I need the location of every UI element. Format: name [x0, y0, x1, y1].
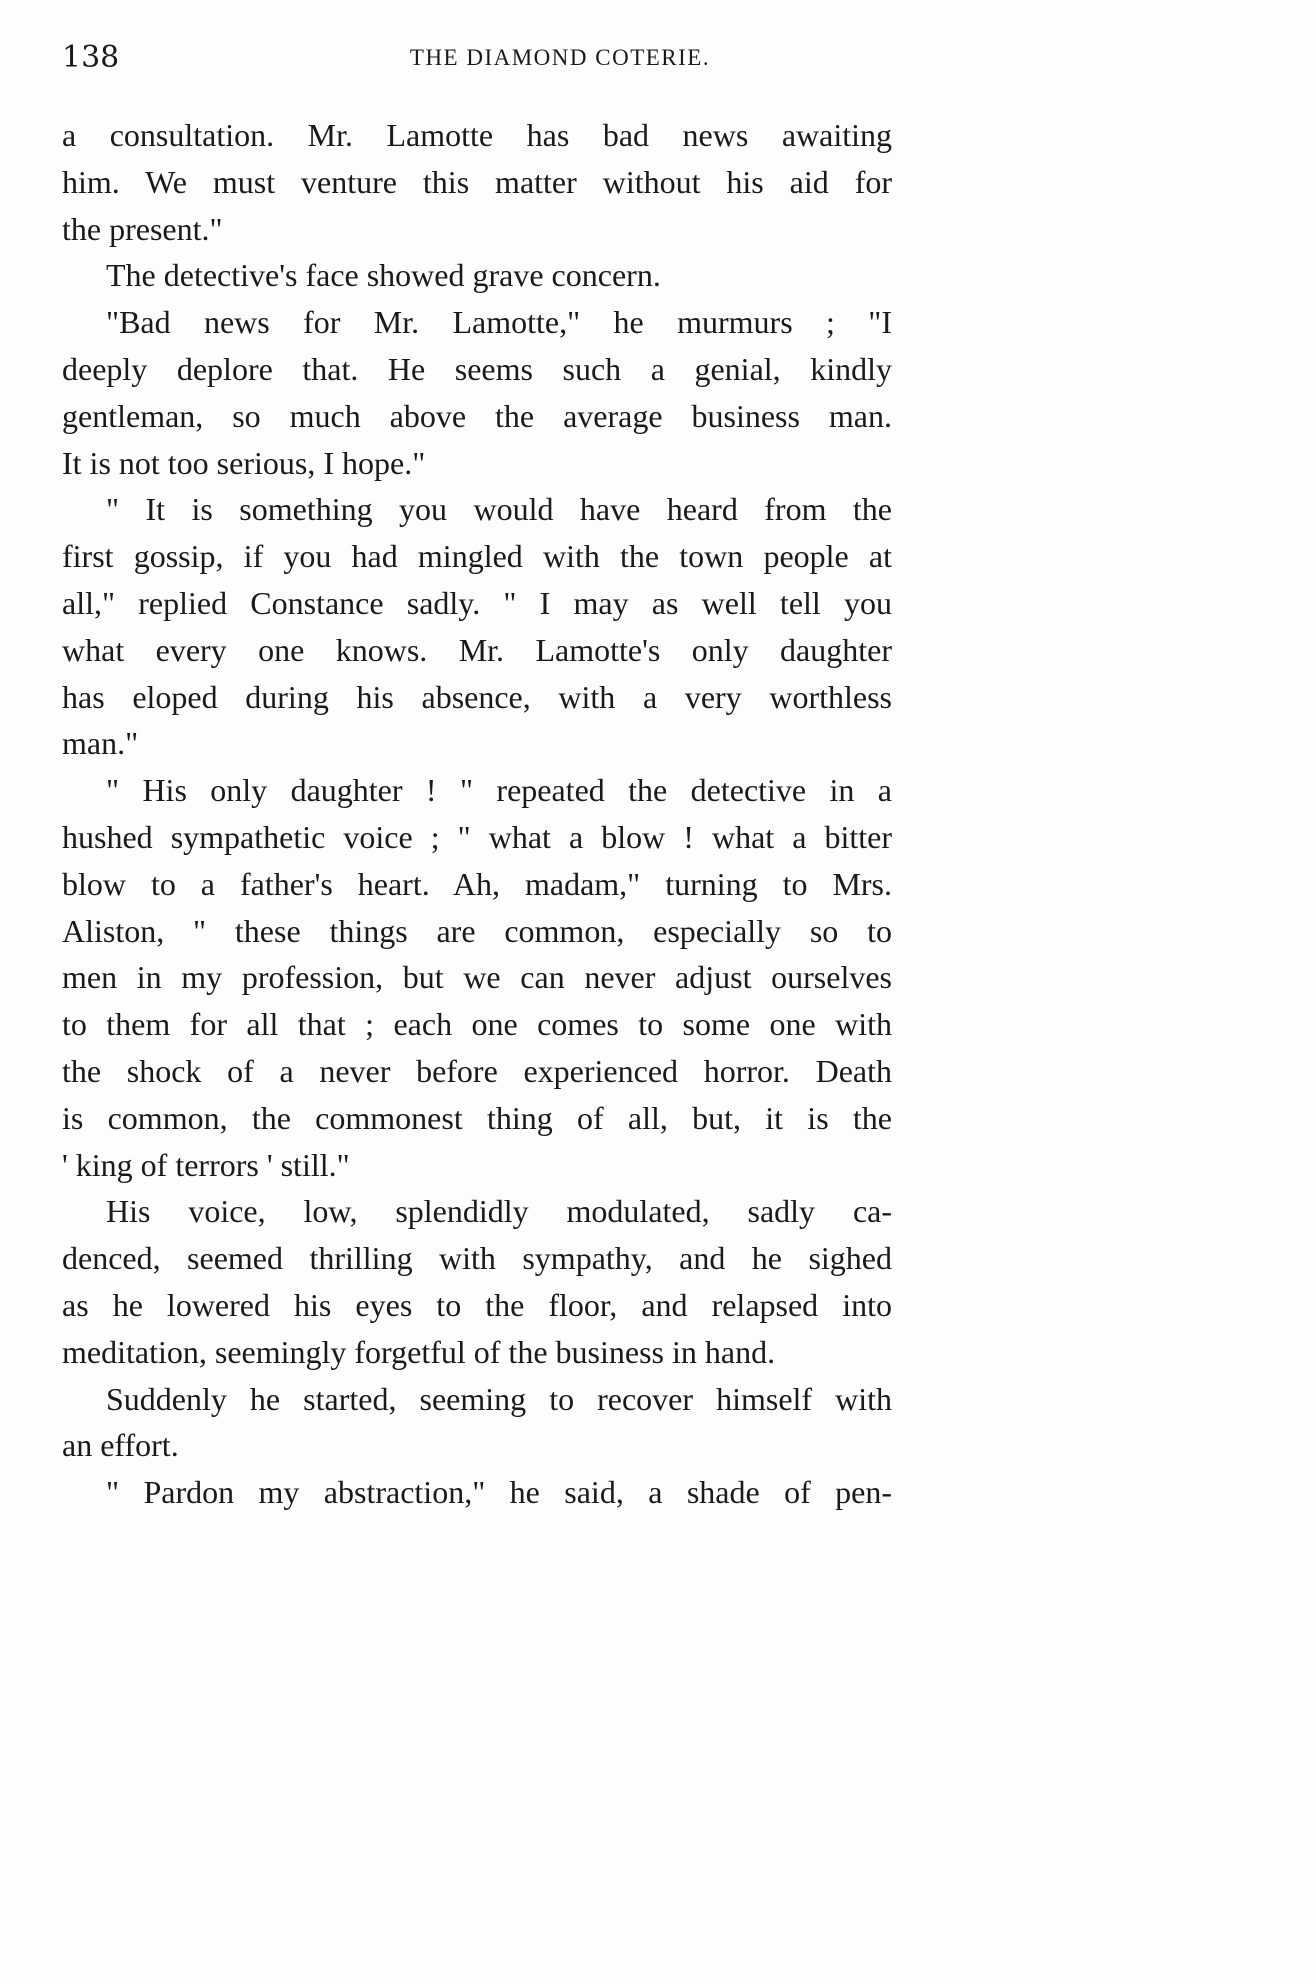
text-line: an effort. — [62, 1427, 179, 1464]
text-line: him. We must venture this matter without his aid for — [62, 163, 892, 200]
text-line: " Pardon my abstraction," he said, a shade of pen- — [106, 1474, 892, 1511]
text-line: is common, the commonest thing of all, but, it is the — [62, 1099, 892, 1136]
paragraph — [62, 1469, 892, 1516]
text-line: first gossip, if you had mingled with the town people at — [62, 538, 892, 575]
text-line: to them for all that ; each one comes to some one with — [62, 1006, 892, 1043]
paragraph — [62, 486, 892, 767]
text-line: what every one knows. Mr. Lamotte's only daughter — [62, 631, 892, 668]
text-line: His voice, low, splendidly modulated, sadly ca- — [106, 1193, 892, 1230]
text-line: gentleman, so much above the average business man. — [62, 397, 892, 434]
text-line: Aliston, " these things are common, especially so to — [62, 912, 892, 949]
paragraph — [62, 1188, 892, 1375]
text-line: man." — [62, 725, 139, 762]
text-line: " His only daughter ! " repeated the detective in a — [106, 772, 892, 809]
text-line: blow to a father's heart. Ah, madam," turning to Mrs. — [62, 865, 892, 902]
text-line: Suddenly he started, seeming to recover himself with — [106, 1380, 892, 1417]
text-line: denced, seemed thrilling with sympathy, and he sighed — [62, 1240, 892, 1277]
text-line: The detective's face showed grave concern. — [106, 257, 661, 294]
text-line: ' king of terrors ' still." — [62, 1146, 350, 1183]
text-line: a consultation. Mr. Lamotte has bad news awaiting — [62, 117, 892, 153]
text-line: deeply deplore that. He seems such a genial, kindly — [62, 350, 892, 387]
text-line: " It is something you would have heard from the — [106, 491, 892, 528]
text-line: has eloped during his absence, with a very worthless — [62, 678, 892, 715]
text-line: hushed sympathetic voice ; " what a blow ! what a bitter — [62, 818, 892, 855]
body-text — [62, 112, 892, 1516]
text-line: the present." — [62, 210, 223, 247]
paragraph — [62, 1376, 892, 1470]
text-line: men in my profession, but we can never adjust ourselves — [62, 959, 892, 996]
paragraph — [62, 252, 892, 299]
text-line: meditation, seemingly forgetful of the business in hand. — [62, 1333, 776, 1370]
running-title: THE DIAMOND COTERIE. — [409, 45, 711, 70]
paragraph — [62, 299, 892, 486]
page-number: 138 — [62, 40, 120, 75]
paragraph — [62, 112, 892, 252]
text-line: It is not too serious, I hope." — [62, 444, 426, 481]
text-line: "Bad news for Mr. Lamotte," he murmurs ; "I — [106, 304, 892, 341]
paragraph — [62, 767, 892, 1188]
text-line: as he lowered his eyes to the floor, and relapsed into — [62, 1286, 892, 1323]
text-line: the shock of a never before experienced horror. Death — [62, 1052, 892, 1089]
text-line: all," replied Constance sadly. " I may as well tell you — [62, 584, 892, 621]
